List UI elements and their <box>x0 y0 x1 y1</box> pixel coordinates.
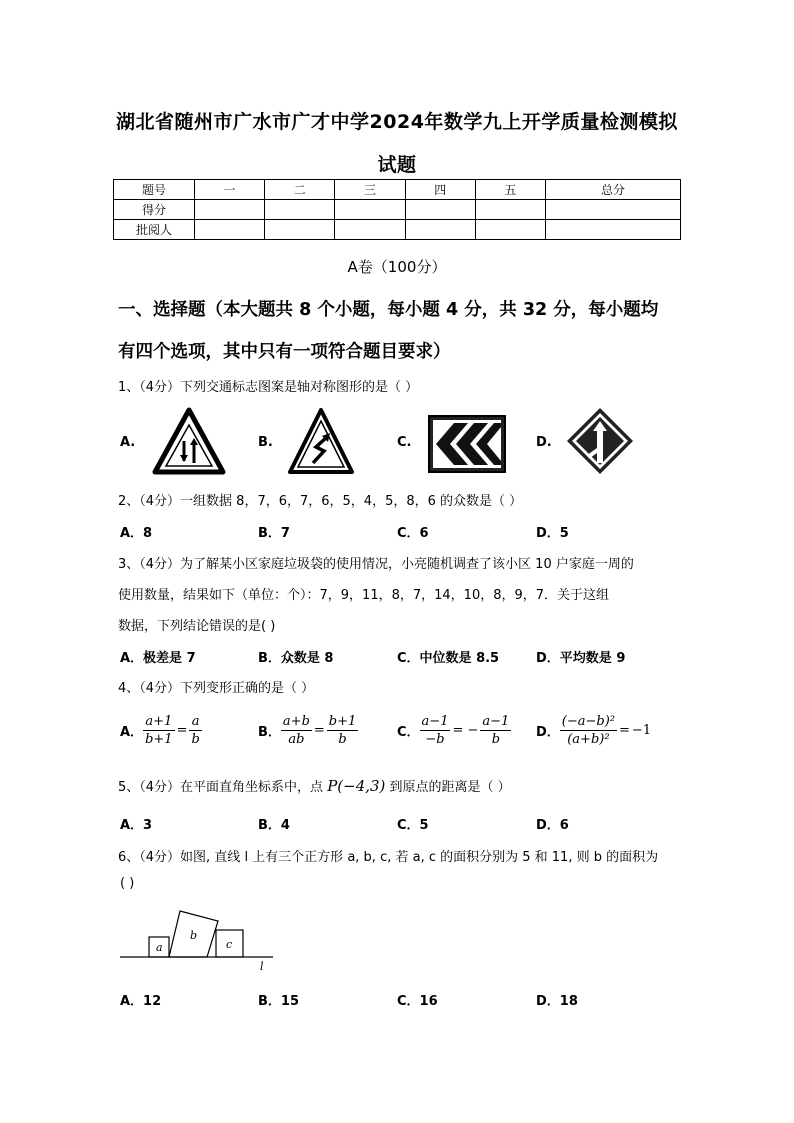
table-cell: 得分 <box>114 200 195 220</box>
label-a: a <box>156 941 163 954</box>
q3-option-c[interactable]: C．中位数是 8.5 <box>397 651 500 666</box>
denominator: b <box>491 732 501 747</box>
fraction <box>189 713 201 748</box>
table-cell: 二 <box>265 180 335 200</box>
chevron-left-sign-icon <box>428 415 506 473</box>
denominator: −b <box>425 732 445 747</box>
question-2-stem: 2、（4分）一组数据 8，7，6，7，6，5，4，5，8，6 的众数是（ ） <box>118 494 523 509</box>
question-1-stem: 1、（4分）下列交通标志图案是轴对称图形的是（ ） <box>118 380 419 395</box>
table-cell-input[interactable] <box>546 200 681 220</box>
equals-minus-sign: = − <box>452 723 479 738</box>
equals-sign: = <box>176 723 188 738</box>
numerator: b+1 <box>328 714 357 729</box>
winding-road-sign-icon <box>287 407 355 475</box>
question-3-stem-line3: 数据，下列结论错误的是( ) <box>118 619 276 634</box>
q2-option-b[interactable]: B．7 <box>258 526 290 541</box>
fraction <box>560 713 617 748</box>
score-table-row <box>114 200 681 220</box>
section-heading-line1: 一、选择题（本大题共 8 个小题，每小题 4 分，共 32 分，每小题均 <box>118 300 659 320</box>
table-cell-input[interactable] <box>195 200 265 220</box>
table-cell-input[interactable] <box>265 220 335 240</box>
doc-title-line1: 湖北省随州市广水市广才中学2024年数学九上开学质量检测模拟 <box>116 111 678 133</box>
numerator: a <box>189 713 201 731</box>
volume-title: A卷（100分） <box>347 258 447 276</box>
q4-option-b-label: B． <box>258 725 281 740</box>
denominator: b <box>338 732 347 747</box>
q1-option-d-label[interactable]: D. <box>536 435 552 450</box>
q4-option-a-label: A． <box>120 725 144 740</box>
fraction <box>281 713 312 748</box>
question-5-stem <box>118 776 511 795</box>
q5-option-a[interactable]: A．3 <box>120 818 153 833</box>
q4-option-a[interactable] <box>120 713 202 748</box>
score-table-row <box>114 220 681 240</box>
q3-option-a[interactable]: A．极差是 7 <box>120 651 196 666</box>
table-cell-input[interactable] <box>405 220 475 240</box>
q6-option-d[interactable]: D．18 <box>536 994 578 1009</box>
denominator: (a+b)² <box>567 732 610 747</box>
q4-option-c[interactable] <box>397 713 511 748</box>
score-table-header-row <box>114 180 681 200</box>
table-cell-input[interactable] <box>546 220 681 240</box>
question-3-stem-line1: 3、（4分）为了解某小区家庭垃圾袋的使用情况，小亮随机调查了该小区 10 户家庭一周的 <box>118 557 634 572</box>
doc-title-line2: 试题 <box>377 154 417 176</box>
q4-option-d[interactable] <box>536 713 651 748</box>
table-cell: 三 <box>335 180 405 200</box>
merge-arrow-diamond-sign-icon <box>566 407 634 475</box>
q6-option-c[interactable]: C．16 <box>397 994 438 1009</box>
table-cell-input[interactable] <box>475 220 545 240</box>
question-6-stem-line2: ( ) <box>120 876 135 891</box>
q5-option-b[interactable]: B．4 <box>258 818 290 833</box>
fraction <box>143 713 175 748</box>
numerator: a−1 <box>421 714 449 729</box>
fraction <box>327 713 359 748</box>
question-3-stem-line2: 使用数量，结果如下（单位：个）：7，9，11，8，7，14，10，8，9，7．关于这组 <box>118 588 610 603</box>
denominator: b+1 <box>145 732 173 747</box>
fraction <box>480 713 511 748</box>
squares-on-line-figure <box>118 906 278 972</box>
numerator: (−a−b)² <box>561 714 616 729</box>
question-6-stem-line1: 6、（4分）如图, 直线 l 上有三个正方形 a, b, c, 若 a, c 的面积分别为 5 和 11, 则 b 的面积为 <box>118 850 659 865</box>
q3-option-b[interactable]: B．众数是 8 <box>258 651 334 666</box>
q4-option-c-label: C． <box>397 725 420 740</box>
stem-prefix: 5、（4分）在平面直角坐标系中，点 <box>118 780 328 795</box>
table-cell-input[interactable] <box>195 220 265 240</box>
q2-option-a[interactable]: A．8 <box>120 526 153 541</box>
label-b: b <box>190 929 198 942</box>
equals-sign: = <box>619 723 630 738</box>
rhs-value: −1 <box>631 723 652 738</box>
q4-option-b[interactable] <box>258 713 358 748</box>
q5-option-d[interactable]: D．6 <box>536 818 569 833</box>
point-label: P(−4,3) <box>327 777 386 795</box>
score-table <box>113 179 681 240</box>
q2-option-d[interactable]: D．5 <box>536 526 569 541</box>
denominator: ab <box>288 732 305 747</box>
table-cell: 五 <box>475 180 545 200</box>
numerator: a+1 <box>143 713 175 731</box>
equals-sign: = <box>313 723 325 738</box>
q5-option-c[interactable]: C．5 <box>397 818 429 833</box>
numerator: a−1 <box>482 714 510 729</box>
q6-option-a[interactable]: A．12 <box>120 994 162 1009</box>
table-cell: 一 <box>195 180 265 200</box>
q1-option-a-label[interactable]: A. <box>120 435 136 450</box>
table-cell: 四 <box>405 180 475 200</box>
label-l: l <box>260 960 264 972</box>
label-c: c <box>226 938 233 951</box>
numerator: a+b <box>282 714 310 729</box>
q1-option-c-label[interactable]: C. <box>397 435 412 450</box>
table-cell-input[interactable] <box>335 220 405 240</box>
question-4-stem: 4、（4分）下列变形正确的是（ ） <box>118 681 315 696</box>
table-cell: 题号 <box>114 180 195 200</box>
fraction <box>420 713 451 748</box>
q4-option-d-label: D． <box>536 725 560 740</box>
table-cell-input[interactable] <box>265 200 335 220</box>
table-cell: 批阅人 <box>114 220 195 240</box>
q6-option-b[interactable]: B．15 <box>258 994 299 1009</box>
two-way-traffic-sign-icon <box>152 407 226 475</box>
table-cell-input[interactable] <box>405 200 475 220</box>
stem-suffix: 到原点的距离是（ ） <box>385 780 511 795</box>
q1-option-b-label[interactable]: B. <box>258 435 273 450</box>
section-heading-line2: 有四个选项，其中只有一项符合题目要求） <box>118 342 451 362</box>
denominator: b <box>191 732 200 747</box>
table-cell-input[interactable] <box>335 200 405 220</box>
table-cell-input[interactable] <box>475 200 545 220</box>
table-cell: 总分 <box>546 180 681 200</box>
q2-option-c[interactable]: C．6 <box>397 526 429 541</box>
q3-option-d[interactable]: D．平均数是 9 <box>536 651 626 666</box>
